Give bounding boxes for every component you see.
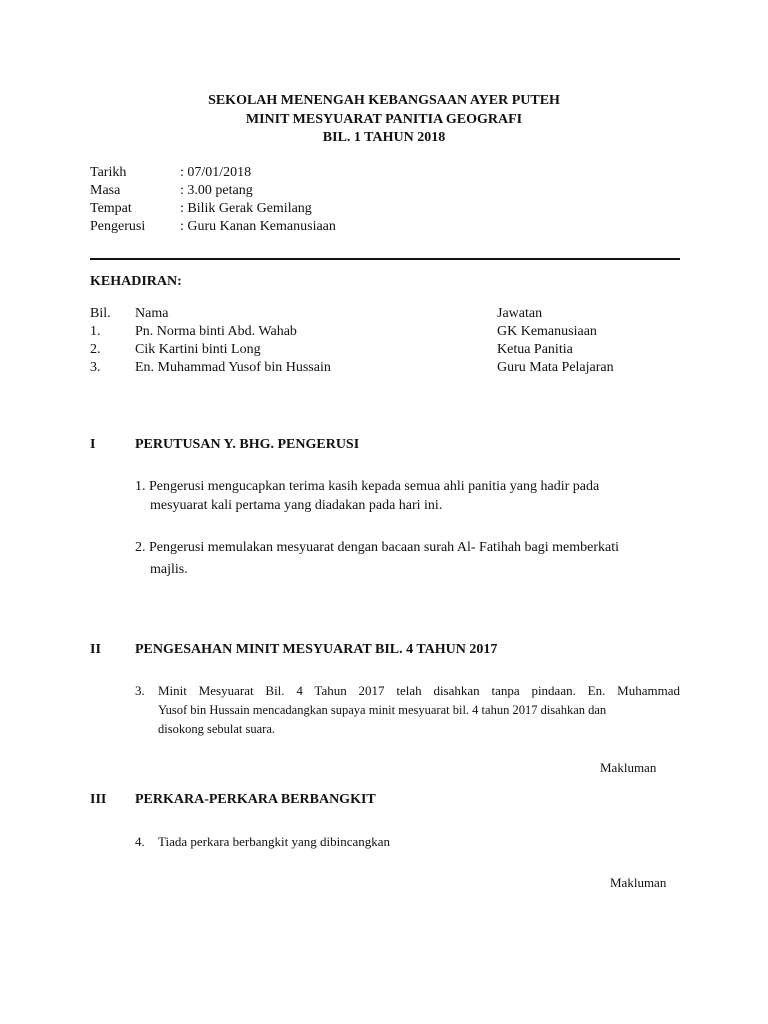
col-header-position: Jawatan	[497, 306, 543, 321]
attendee-position: Guru Mata Pelajaran	[497, 360, 614, 375]
attendee-name: En. Muhammad Yusof bin Hussain	[135, 360, 331, 375]
section-2-title: PENGESAHAN MINIT MESYUARAT BIL. 4 TAHUN 2017	[135, 642, 498, 657]
attendee-name: Pn. Norma binti Abd. Wahab	[135, 324, 297, 339]
detail-value-place: : Bilik Gerak Gemilang	[180, 201, 312, 216]
item-3-line-3: disokong sebulat suara.	[158, 722, 275, 736]
detail-value-time: : 3.00 petang	[180, 183, 253, 198]
document-title: MINIT MESYUARAT PANITIA GEOGRAFI	[245, 112, 523, 127]
section-3-numeral: III	[90, 792, 107, 807]
item-1-line-2: mesyuarat kali pertama yang diadakan pada hari ini.	[150, 498, 443, 513]
section-2-numeral: II	[90, 642, 101, 657]
item-4-number: 4.	[135, 834, 145, 849]
col-header-name: Nama	[135, 306, 169, 321]
item-3-line-1: Minit Mesyuarat Bil. 4 Tahun 2017 telah disahkan tanpa pindaan. En. Muhammad	[158, 683, 680, 698]
attendee-name: Cik Kartini binti Long	[135, 342, 261, 357]
col-header-no: Bil.	[90, 306, 111, 321]
item-1-line-1: 1. Pengerusi mengucapkan terima kasih kepada semua ahli panitia yang hadir pada	[135, 479, 600, 494]
item-4-text: Tiada perkara berbangkit yang dibincangkan	[158, 834, 391, 849]
item-3-line-2: Yusof bin Hussain mencadangkan supaya minit mesyuarat bil. 4 tahun 2017 disahkan dan	[158, 703, 607, 717]
detail-value-chair: : Guru Kanan Kemanusiaan	[180, 219, 336, 234]
attendee-no: 3.	[90, 360, 101, 375]
note-makluman: Makluman	[600, 760, 657, 775]
detail-label-time: Masa	[90, 183, 121, 198]
attendee-no: 2.	[90, 342, 101, 357]
attendance-heading: KEHADIRAN:	[90, 274, 182, 289]
school-name: SEKOLAH MENENGAH KEBANGSAAN AYER PUTEH	[208, 93, 560, 108]
note-makluman: Makluman	[610, 875, 667, 890]
detail-label-chair: Pengerusi	[90, 219, 146, 234]
item-2-line-1: 2. Pengerusi memulakan mesyuarat dengan bacaan surah Al- Fatihah bagi memberkati	[135, 540, 620, 555]
meeting-number: BIL. 1 TAHUN 2018	[322, 130, 446, 145]
detail-value-date: : 07/01/2018	[180, 165, 252, 180]
section-1-numeral: I	[90, 437, 96, 452]
item-2-line-2: majlis.	[150, 562, 188, 577]
divider-line	[90, 258, 680, 260]
detail-label-place: Tempat	[90, 201, 132, 216]
item-3-number: 3.	[135, 683, 145, 698]
attendee-position: GK Kemanusiaan	[497, 324, 597, 339]
section-3-title: PERKARA-PERKARA BERBANGKIT	[135, 792, 376, 807]
attendee-position: Ketua Panitia	[497, 342, 573, 357]
attendee-no: 1.	[90, 324, 101, 339]
section-1-title: PERUTUSAN Y. BHG. PENGERUSI	[135, 437, 360, 452]
detail-label-date: Tarikh	[90, 165, 127, 180]
